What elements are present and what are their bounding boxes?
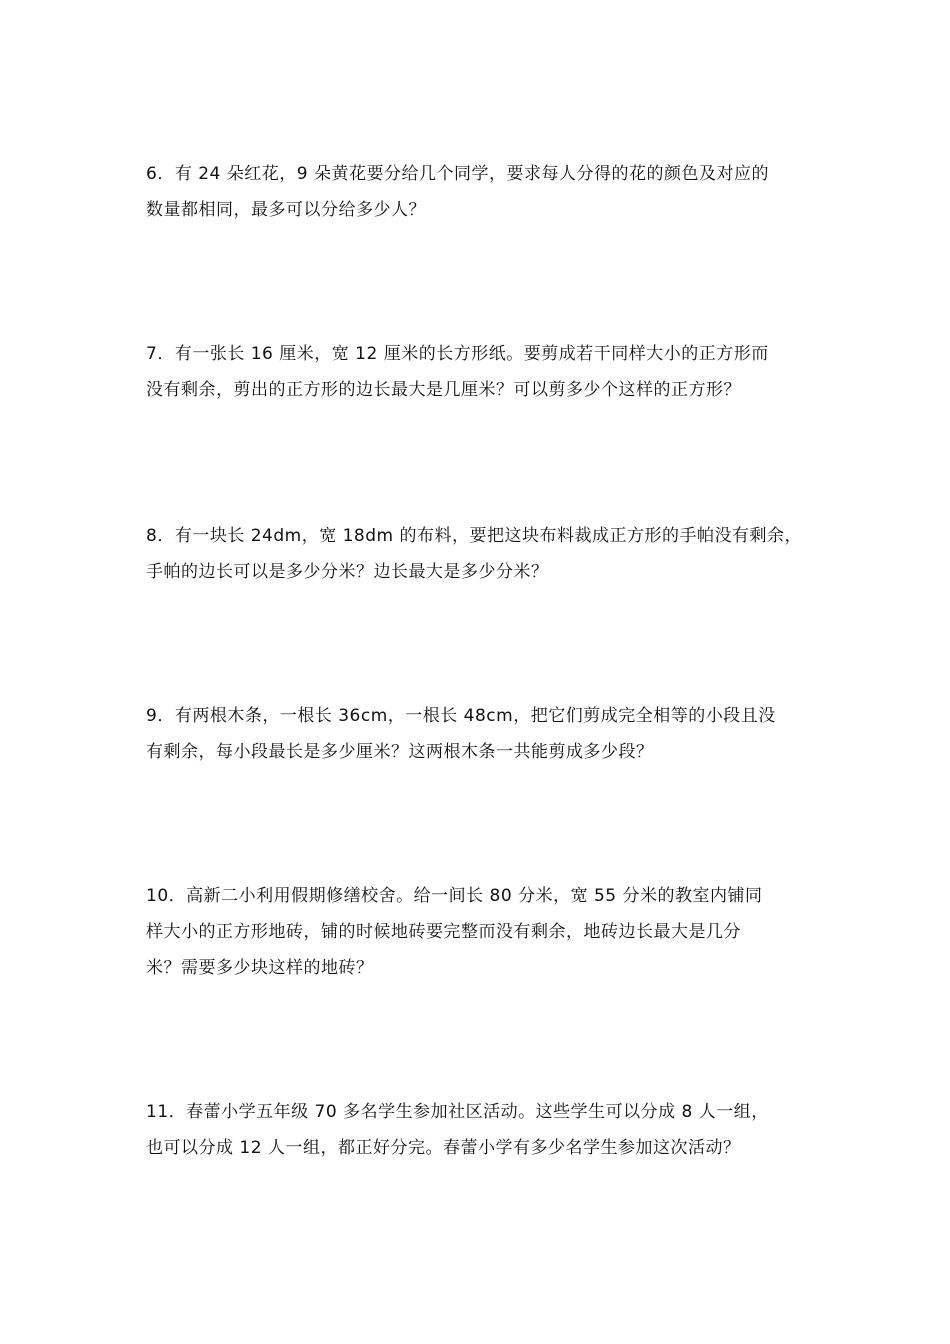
problem-7 <box>146 336 816 408</box>
problem-8 <box>146 518 816 590</box>
problem-7-line-1: 7．有一张长 16 厘米，宽 12 厘米的长方形纸。要剪成若干同样大小的正方形而 <box>146 344 769 364</box>
problem-9 <box>146 698 816 770</box>
problem-6-line-1: 6．有 24 朵红花，9 朵黄花要分给几个同学，要求每人分得的花的颜色及对应的 <box>146 164 769 184</box>
problem-10-line-3: 米？需要多少块这样的地砖？ <box>146 958 374 978</box>
problem-6 <box>146 156 816 228</box>
problem-10-line-1: 10．高新二小利用假期修缮校舍。给一间长 80 分米，宽 55 分米的教室内铺同 <box>146 886 763 906</box>
problem-8-line-1: 8．有一块长 24dm，宽 18dm 的布料，要把这块布料裁成正方形的手帕没有剩余， <box>146 526 802 546</box>
problem-7-line-2: 没有剩余，剪出的正方形的边长最大是几厘米？可以剪多少个这样的正方形？ <box>146 380 741 400</box>
problem-6-line-2: 数量都相同，最多可以分给多少人？ <box>146 200 426 220</box>
problem-8-line-2: 手帕的边长可以是多少分米？边长最大是多少分米？ <box>146 562 549 582</box>
problem-9-line-2: 有剩余，每小段最长是多少厘米？这两根木条一共能剪成多少段？ <box>146 742 654 762</box>
problem-11 <box>146 1094 816 1166</box>
problem-10-line-2: 样大小的正方形地砖，铺的时候地砖要完整而没有剩余，地砖边长最大是几分 <box>146 922 741 942</box>
problem-9-line-1: 9．有两根木条，一根长 36cm，一根长 48cm，把它们剪成完全相等的小段且没 <box>146 706 776 726</box>
problem-11-line-1: 11．春蕾小学五年级 70 多名学生参加社区活动。这些学生可以分成 8 人一组， <box>146 1102 769 1122</box>
problem-11-line-2: 也可以分成 12 人一组，都正好分完。春蕾小学有多少名学生参加这次活动？ <box>146 1138 741 1158</box>
problem-10 <box>146 878 816 986</box>
